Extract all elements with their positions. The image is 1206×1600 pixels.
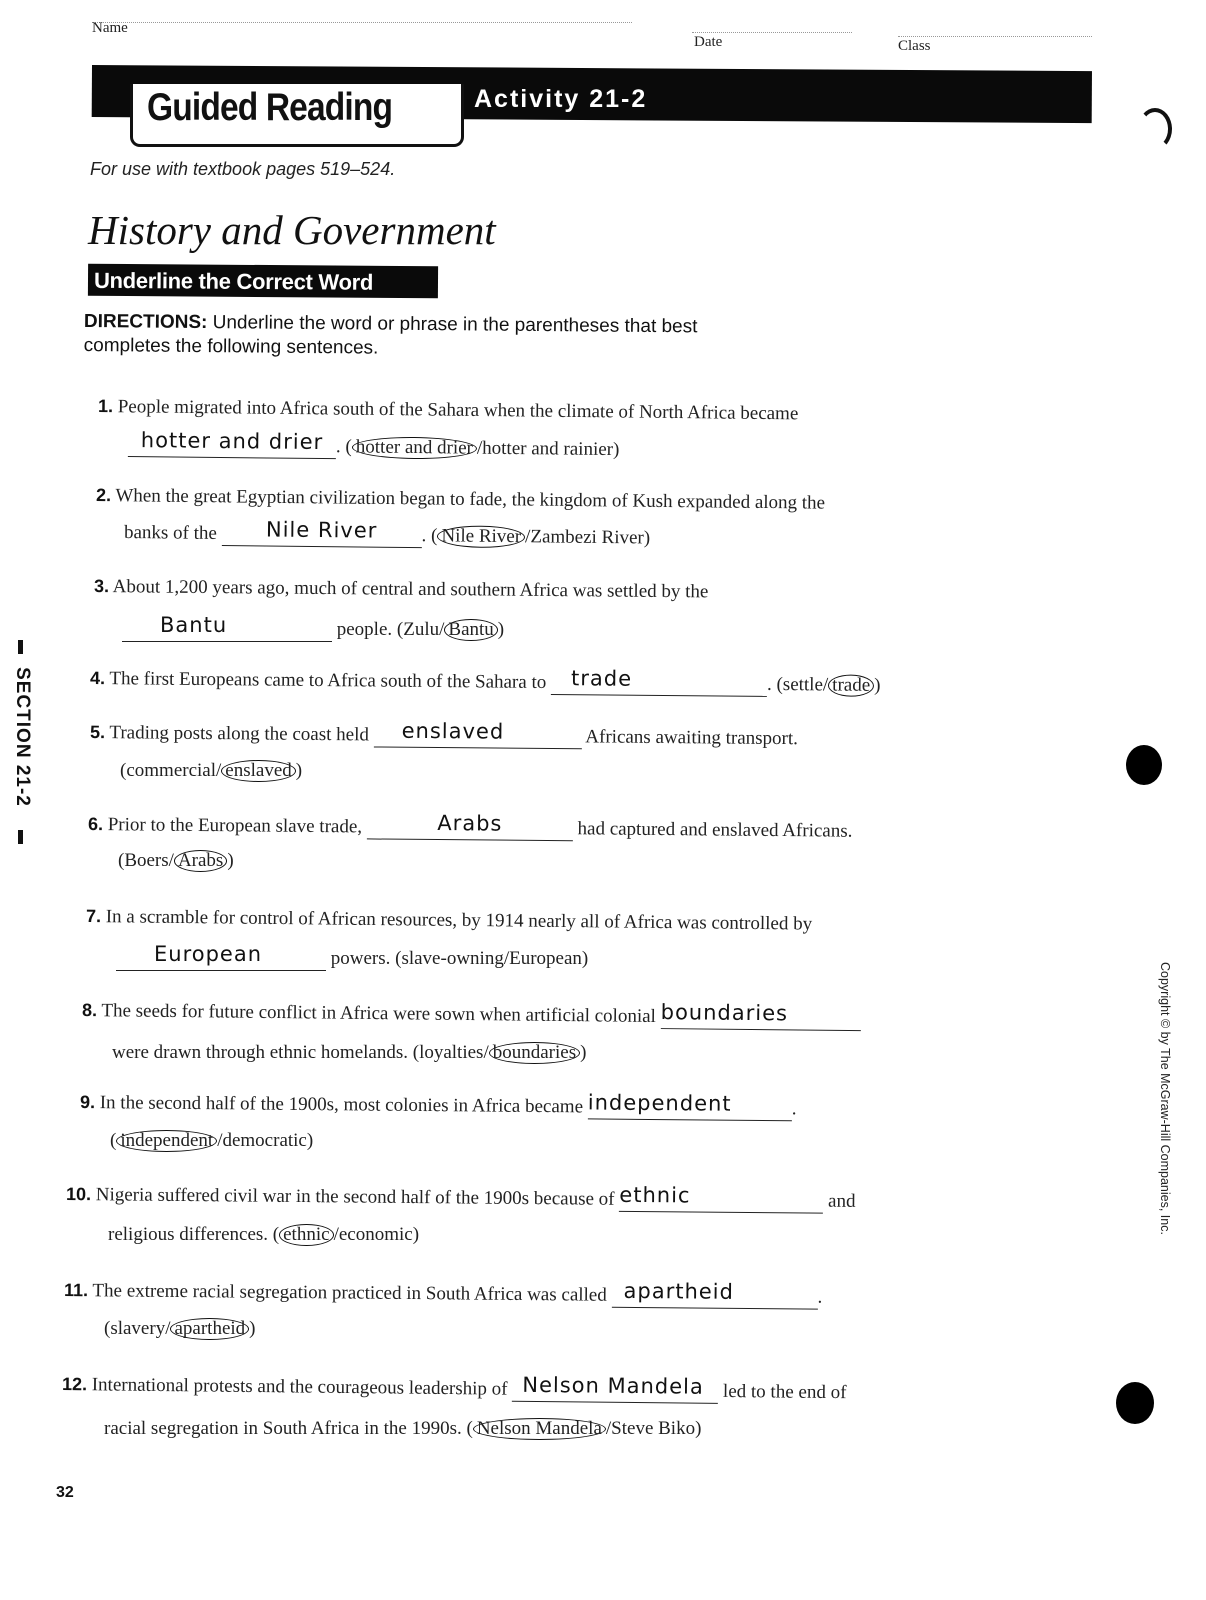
question-1: 1. People migrated into Africa south of the Sahara when the climate of North Africa became <box>97 396 799 425</box>
question-9-line-2: ( independent /democratic) <box>110 1130 314 1151</box>
question-7: 7. In a scramble for control of African resources, by 1914 nearly all of Africa was controlled by <box>85 906 813 935</box>
textbook-pages-note: For use with textbook pages 519–524. <box>90 159 396 179</box>
class-label: Class <box>898 38 931 54</box>
answer-blank-9[interactable]: independent <box>588 1094 792 1121</box>
answer-blank-4[interactable]: trade <box>551 670 767 697</box>
name-line <box>92 22 632 23</box>
question-4: 4. The first Europeans came to Africa south of the Sahara to trade . (settle/ trade ) <box>89 666 881 696</box>
circled-choice-10: ethnic <box>279 1224 333 1246</box>
section-title: History and Government <box>88 207 496 253</box>
question-3: 3. About 1,200 years ago, much of central and southern Africa was settled by the <box>93 576 709 603</box>
circled-choice-4: trade <box>828 674 874 696</box>
subsection-banner: Underline the Correct Word <box>88 264 438 298</box>
question-7-line-2: European powers. (slave-owning/European) <box>116 946 588 971</box>
question-5: 5. Trading posts along the coast held enslaved Africans awaiting transport. <box>89 718 799 750</box>
circled-choice-3: Bantu <box>444 619 497 641</box>
directions-text: Underline the word or phrase in the parentheses that best <box>212 312 698 338</box>
side-tab-label: SECTION 21-2 <box>12 667 33 807</box>
date-label: Date <box>694 34 723 50</box>
binder-hole-bottom <box>1116 1382 1154 1424</box>
answer-blank-1[interactable]: hotter and drier <box>128 432 336 459</box>
section-side-tab <box>4 640 44 840</box>
answer-blank-6[interactable]: Arabs <box>367 814 573 841</box>
copyright-notice: Copyright © by The McGraw-Hill Companies, Inc. <box>1158 962 1172 1235</box>
directions-text-2: completes the following sentences. <box>83 334 379 359</box>
class-line <box>898 36 1092 37</box>
binder-hole-top <box>1138 108 1172 150</box>
guided-reading-title: Guided Reading <box>147 86 393 129</box>
circled-choice-6: Arabs <box>174 850 227 872</box>
question-11: 11. The extreme racial segregation practiced in South Africa was called apartheid . <box>63 1278 823 1308</box>
circled-choice-5: enslaved <box>221 760 295 782</box>
answer-blank-8[interactable]: boundaries <box>661 1004 861 1031</box>
question-3-line-2: Bantu people. (Zulu/ Bantu ) <box>122 617 504 642</box>
question-12: 12. International protests and the courageous leadership of Nelson Mandela led to the end of <box>61 1372 847 1404</box>
date-line <box>692 32 852 33</box>
question-10-line-2: religious differences. ( ethnic /economic) <box>108 1224 420 1245</box>
directions <box>84 310 824 364</box>
circled-choice-9: independent <box>116 1130 217 1152</box>
activity-label: Activity 21-2 <box>474 85 648 113</box>
circled-choice-12: Nelson Mandela <box>473 1418 606 1440</box>
question-2-line-2: banks of the Nile River . ( Nile River /Zambezi River) <box>123 517 651 549</box>
circled-choice-2: Nile River <box>437 525 525 548</box>
question-8: 8. The seeds for future conflict in Africa were sown when artificial colonial boundaries <box>82 998 861 1031</box>
circled-choice-1: hotter and drier <box>352 436 477 459</box>
circled-choice-11: apartheid <box>170 1318 249 1340</box>
question-8-line-2: were drawn through ethnic homelands. (loyalties/ boundaries ) <box>112 1042 587 1063</box>
side-tab-bar-top <box>18 640 23 654</box>
answer-blank-5[interactable]: enslaved <box>374 722 582 749</box>
question-1-line-2: hotter and drier . ( hotter and drier /hotter and rainier) <box>128 432 620 462</box>
question-10: 10. Nigeria suffered civil war in the second half of the 1900s because of ethnic and <box>65 1182 856 1212</box>
directions-label: DIRECTIONS: <box>83 310 208 334</box>
name-label: Name <box>92 20 128 36</box>
answer-blank-12[interactable]: Nelson Mandela <box>512 1377 718 1404</box>
side-tab-bar-bottom <box>18 830 23 844</box>
answer-blank-3[interactable]: Bantu <box>122 617 332 642</box>
binder-hole-middle <box>1126 745 1162 785</box>
answer-blank-10[interactable]: ethnic <box>619 1187 823 1214</box>
answer-blank-7[interactable]: European <box>116 946 326 971</box>
question-6-line-2: (Boers/ Arabs ) <box>118 850 234 871</box>
circled-choice-8: boundaries <box>489 1042 580 1064</box>
answer-blank-2[interactable]: Nile River <box>221 521 421 548</box>
answer-blank-11[interactable]: apartheid <box>611 1283 817 1310</box>
question-11-line-2: (slavery/ apartheid ) <box>104 1318 256 1339</box>
question-2: 2. When the great Egyptian civilization began to fade, the kingdom of Kush expanded along the <box>95 485 826 514</box>
question-9: 9. In the second half of the 1900s, most colonies in Africa became independent . <box>79 1090 797 1120</box>
page-number: 32 <box>56 1484 74 1501</box>
question-5-line-2: (commercial/ enslaved ) <box>120 760 303 781</box>
question-12-line-2: racial segregation in South Africa in the 1990s. ( Nelson Mandela /Steve Biko) <box>104 1418 702 1439</box>
question-6: 6. Prior to the European slave trade, Arabs had captured and enslaved Africans. <box>87 811 853 842</box>
